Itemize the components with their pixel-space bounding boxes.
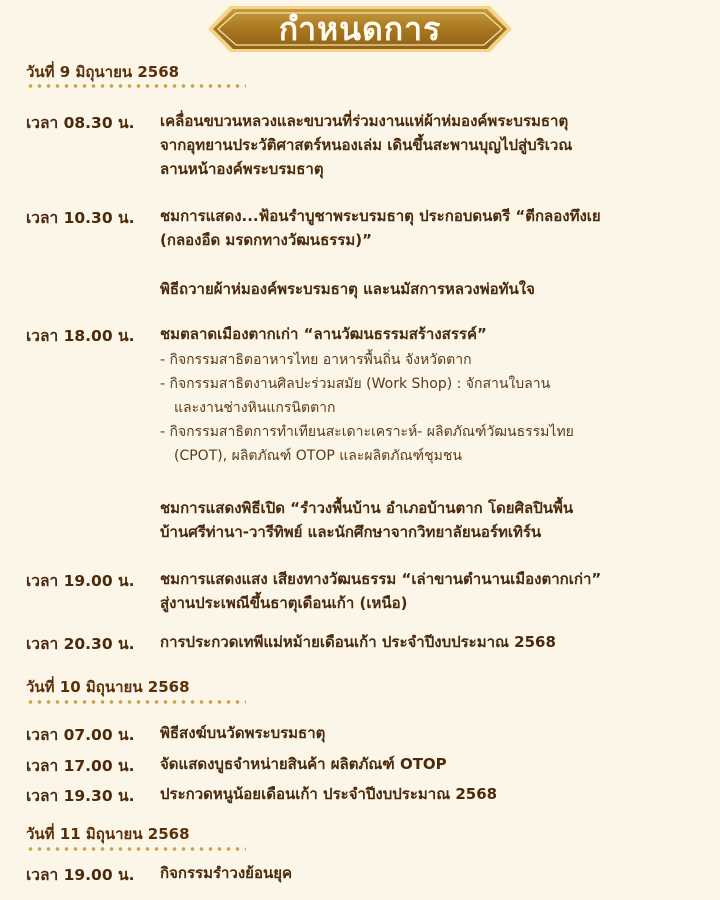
day-heading: วันที่ 11 มิถุนายน 2568 <box>26 825 190 843</box>
dotted-divider <box>26 82 246 90</box>
event-time: เวลา 07.00 น. <box>26 726 135 744</box>
event-extra: พิธีถวายผ้าห่มองค์พระบรมธาตุ และนมัสการหลวงพ่อทันใจ <box>160 280 535 298</box>
event-description: ประกวดหนูน้อยเดือนเก้า ประจำปีงบประมาณ 2568 <box>160 785 498 803</box>
list-item: - กิจกรรมสาธิตการทำเทียนสะเดาะเคราะห์- ผลิตภัณฑ์วัฒนธรรมไทย <box>160 424 574 440</box>
activity-list <box>160 348 700 468</box>
event-time: เวลา 10.30 น. <box>26 209 135 227</box>
dotted-divider <box>26 845 246 853</box>
event-extra: ชมการแสดงพิธีเปิด “รำวงพื้นบ้าน อำเภอบ้านตาก โดยศิลปินพื้น บ้านศรีท่านา-วารีทิพย์ และนักศึกษาจากวิทยาลัยนอร์ทเทิร์น <box>160 499 574 541</box>
event-time: เวลา 17.00 น. <box>26 757 135 775</box>
event-description: พิธีสงฆ์บนวัดพระบรมธาตุ <box>160 724 326 742</box>
event-description: ชมการแสดง...ฟ้อนรำบูชาพระบรมธาตุ ประกอบดนตรี “ตีกลองทึงเย (กลองอืด มรดกทางวัฒนธรรม)” <box>160 207 601 249</box>
event-description: ชมการแสดงแสง เสียงทางวัฒนธรรม “เล่าขานตำนานเมืองตากเก่า” สู่งานประเพณีขึ้นธาตุเดือนเก้า (เหนือ) <box>160 570 602 612</box>
event-time: เวลา 19.00 น. <box>26 866 135 884</box>
title-banner <box>208 4 512 54</box>
event-description: กิจกรรมรำวงย้อนยุค <box>160 864 293 882</box>
event-time: เวลา 18.00 น. <box>26 327 135 345</box>
event-description: เคลื่อนขบวนหลวงและขบวนที่ร่วมงานแห่ผ้าห่มองค์พระบรมธาตุ จากอุทยานประวัติศาสตร์หนองเล่ม เดินขึ้นสะพานบุญไปสู่บริเวณ ลานหน้าองค์พระบรมธาตุ <box>160 112 573 178</box>
dotted-divider <box>26 698 246 706</box>
event-time: เวลา 19.00 น. <box>26 572 135 590</box>
list-item-cont: และงานช่างหินแกรนิตตาก <box>174 400 336 416</box>
page-title: กำหนดการ <box>278 9 442 48</box>
list-item: - กิจกรรมสาธิตงานศิลปะร่วมสมัย (Work Shop) : จักสานใบลาน <box>160 376 551 392</box>
event-time: เวลา 20.30 น. <box>26 635 135 653</box>
day-heading: วันที่ 10 มิถุนายน 2568 <box>26 678 190 696</box>
event-description: การประกวดเทพีแม่หม้ายเดือนเก้า ประจำปีงบประมาณ 2568 <box>160 633 556 651</box>
event-time: เวลา 08.30 น. <box>26 114 135 132</box>
list-item: - กิจกรรมสาธิตอาหารไทย อาหารพื้นถิ่น จังหวัดตาก <box>160 352 472 368</box>
event-description: จัดแสดงบูธจำหน่ายสินค้า ผลิตภัณฑ์ OTOP <box>160 755 447 773</box>
event-heading: ชมตลาดเมืองตากเก่า “ลานวัฒนธรรมสร้างสรรค์” <box>160 325 487 343</box>
day-heading: วันที่ 9 มิถุนายน 2568 <box>26 63 180 81</box>
list-item-cont: (CPOT), ผลิตภัณฑ์ OTOP และผลิตภัณฑ์ชุมชน <box>174 448 462 464</box>
event-time: เวลา 19.30 น. <box>26 787 135 805</box>
